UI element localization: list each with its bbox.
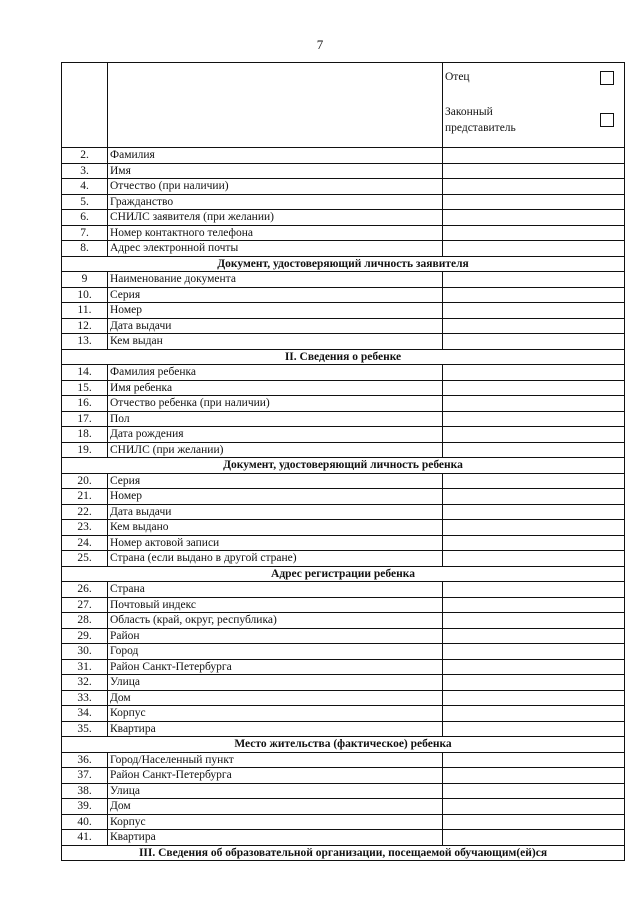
option-father[interactable]	[445, 70, 622, 86]
row-number: 35.	[62, 721, 108, 737]
form-row	[62, 644, 625, 660]
form-row	[62, 659, 625, 675]
row-number: 10.	[62, 287, 108, 303]
row-label: Улица	[108, 675, 443, 691]
row-value-field[interactable]	[443, 768, 625, 784]
row-label: Гражданство	[108, 194, 443, 210]
row-value-field[interactable]	[443, 473, 625, 489]
row-label: Корпус	[108, 814, 443, 830]
row-number: 2.	[62, 148, 108, 164]
row-value-field[interactable]	[443, 411, 625, 427]
form-body	[62, 63, 625, 861]
form-row	[62, 163, 625, 179]
section-header-row	[62, 256, 625, 272]
row-value-field[interactable]	[443, 334, 625, 350]
row-label: Номер	[108, 303, 443, 319]
form-row	[62, 427, 625, 443]
form-row	[62, 721, 625, 737]
row-number: 41.	[62, 830, 108, 846]
row-number: 26.	[62, 582, 108, 598]
row-value-field[interactable]	[443, 210, 625, 226]
row-number: 8.	[62, 241, 108, 257]
row-number: 34.	[62, 706, 108, 722]
row-label: Дом	[108, 799, 443, 815]
row-label: Номер контактного телефона	[108, 225, 443, 241]
applicant-type-cell	[443, 63, 625, 148]
option-legal-label-line2: представитель	[445, 122, 516, 134]
row-label: Отчество ребенка (при наличии)	[108, 396, 443, 412]
form-row	[62, 675, 625, 691]
row-label: СНИЛС (при желании)	[108, 442, 443, 458]
form-row	[62, 551, 625, 567]
form-row	[62, 520, 625, 536]
row-number: 6.	[62, 210, 108, 226]
section-title: Документ, удостоверяющий личность заявителя	[62, 256, 625, 272]
form-row	[62, 582, 625, 598]
row-label: Фамилия ребенка	[108, 365, 443, 381]
row-number: 24.	[62, 535, 108, 551]
row-label: Квартира	[108, 830, 443, 846]
row-number: 38.	[62, 783, 108, 799]
form-row	[62, 783, 625, 799]
form-row	[62, 597, 625, 613]
section-title: II. Сведения о ребенке	[62, 349, 625, 365]
row-value-field[interactable]	[443, 163, 625, 179]
form-row	[62, 628, 625, 644]
row-label: Дата выдачи	[108, 504, 443, 520]
form-row	[62, 334, 625, 350]
row-number: 16.	[62, 396, 108, 412]
row-value-field[interactable]	[443, 597, 625, 613]
section-title: III. Сведения об образовательной организации, посещаемой обучающим(ей)ся	[62, 845, 625, 861]
row-value-field[interactable]	[443, 365, 625, 381]
row-label: Отчество (при наличии)	[108, 179, 443, 195]
section-title: Адрес регистрации ребенка	[62, 566, 625, 582]
row-value-field[interactable]	[443, 396, 625, 412]
row-number: 13.	[62, 334, 108, 350]
row-number: 3.	[62, 163, 108, 179]
form-row	[62, 148, 625, 164]
form-row	[62, 210, 625, 226]
form-row	[62, 225, 625, 241]
row-value-field[interactable]	[443, 225, 625, 241]
form-row	[62, 287, 625, 303]
row-number: 28.	[62, 613, 108, 629]
row-value-field[interactable]	[443, 504, 625, 520]
section-title: Документ, удостоверяющий личность ребенка	[62, 458, 625, 474]
form-row	[62, 365, 625, 381]
row-value-field[interactable]	[443, 427, 625, 443]
row-label: Страна	[108, 582, 443, 598]
row-label: Дата рождения	[108, 427, 443, 443]
row-number: 5.	[62, 194, 108, 210]
form-row	[62, 690, 625, 706]
row-value-field[interactable]	[443, 675, 625, 691]
row-value-field[interactable]	[443, 582, 625, 598]
row-number: 4.	[62, 179, 108, 195]
section-header-row	[62, 566, 625, 582]
form-row	[62, 194, 625, 210]
row-value-field[interactable]	[443, 721, 625, 737]
row-value-field[interactable]	[443, 380, 625, 396]
form-row	[62, 179, 625, 195]
row-label: Серия	[108, 473, 443, 489]
option-legal-representative[interactable]	[445, 104, 622, 136]
row-label: Серия	[108, 287, 443, 303]
row-value-field[interactable]	[443, 318, 625, 334]
row-number: 27.	[62, 597, 108, 613]
form-row	[62, 241, 625, 257]
form-row	[62, 272, 625, 288]
form-row	[62, 706, 625, 722]
row-label: Страна (если выдано в другой стране)	[108, 551, 443, 567]
form-row	[62, 814, 625, 830]
row-number: 17.	[62, 411, 108, 427]
row-number: 14.	[62, 365, 108, 381]
row-label: Город/Населенный пункт	[108, 752, 443, 768]
row-label: Кем выдан	[108, 334, 443, 350]
row-label: Адрес электронной почты	[108, 241, 443, 257]
row-value-field[interactable]	[443, 442, 625, 458]
row-number: 15.	[62, 380, 108, 396]
row-value-field[interactable]	[443, 690, 625, 706]
row-number: 33.	[62, 690, 108, 706]
row-label: СНИЛС заявителя (при желании)	[108, 210, 443, 226]
row-value-field[interactable]	[443, 706, 625, 722]
row-number: 21.	[62, 489, 108, 505]
form-row	[62, 473, 625, 489]
row-label: Имя	[108, 163, 443, 179]
row-label: Почтовый индекс	[108, 597, 443, 613]
form-row	[62, 396, 625, 412]
row-number: 31.	[62, 659, 108, 675]
row-number: 29.	[62, 628, 108, 644]
row-value-field[interactable]	[443, 535, 625, 551]
section-header-row	[62, 349, 625, 365]
row-label: Номер актовой записи	[108, 535, 443, 551]
form-row	[62, 489, 625, 505]
row-label: Район Санкт-Петербурга	[108, 659, 443, 675]
row-number: 37.	[62, 768, 108, 784]
form-row	[62, 504, 625, 520]
row-value-field[interactable]	[443, 659, 625, 675]
row-number: 39.	[62, 799, 108, 815]
row-label: Имя ребенка	[108, 380, 443, 396]
row-number: 32.	[62, 675, 108, 691]
form-row	[62, 380, 625, 396]
row-label: Наименование документа	[108, 272, 443, 288]
row-label: Пол	[108, 411, 443, 427]
form-row	[62, 752, 625, 768]
row-label: Район Санкт-Петербурга	[108, 768, 443, 784]
row-value-field[interactable]	[443, 287, 625, 303]
row-number: 36.	[62, 752, 108, 768]
row-number: 40.	[62, 814, 108, 830]
row-value-field[interactable]	[443, 752, 625, 768]
row-value-field[interactable]	[443, 303, 625, 319]
form-row	[62, 768, 625, 784]
row-value-field[interactable]	[443, 551, 625, 567]
form-row	[62, 411, 625, 427]
page-number: 7	[316, 37, 324, 52]
form-row	[62, 799, 625, 815]
row-number: 11.	[62, 303, 108, 319]
row-label: Номер	[108, 489, 443, 505]
row-number: 18.	[62, 427, 108, 443]
row-label: Район	[108, 628, 443, 644]
row-label: Улица	[108, 783, 443, 799]
row-value-field[interactable]	[443, 799, 625, 815]
form-row	[62, 442, 625, 458]
row-label: Фамилия	[108, 148, 443, 164]
form-row	[62, 303, 625, 319]
form-row	[62, 830, 625, 846]
form-row	[62, 613, 625, 629]
row-value-field[interactable]	[443, 814, 625, 830]
row-value-field[interactable]	[443, 489, 625, 505]
option-father-label: Отец	[445, 71, 470, 83]
section-header-row	[62, 737, 625, 753]
row-number: 19.	[62, 442, 108, 458]
row-label: Город	[108, 644, 443, 660]
father-checkbox[interactable]	[600, 71, 614, 85]
row-number: 20.	[62, 473, 108, 489]
top-label-cell	[108, 63, 443, 148]
section-title: Место жительства (фактическое) ребенка	[62, 737, 625, 753]
row-label: Корпус	[108, 706, 443, 722]
row-number: 7.	[62, 225, 108, 241]
row-value-field[interactable]	[443, 628, 625, 644]
row-value-field[interactable]	[443, 783, 625, 799]
section-header-row	[62, 845, 625, 861]
option-legal-label-line1: Законный	[445, 106, 493, 118]
row-value-field[interactable]	[443, 194, 625, 210]
row-value-field[interactable]	[443, 148, 625, 164]
form-row	[62, 318, 625, 334]
row-number: 9	[62, 272, 108, 288]
row-value-field[interactable]	[443, 272, 625, 288]
row-number: 23.	[62, 520, 108, 536]
row-value-field[interactable]	[443, 179, 625, 195]
section-header-row	[62, 458, 625, 474]
row-number: 22.	[62, 504, 108, 520]
row-number: 30.	[62, 644, 108, 660]
row-value-field[interactable]	[443, 241, 625, 257]
row-value-field[interactable]	[443, 644, 625, 660]
row-number: 12.	[62, 318, 108, 334]
applicant-type-row	[62, 63, 625, 148]
row-value-field[interactable]	[443, 613, 625, 629]
row-label: Дом	[108, 690, 443, 706]
application-form-table	[61, 62, 625, 861]
top-num-cell	[62, 63, 108, 148]
form-row	[62, 535, 625, 551]
row-label: Область (край, округ, республика)	[108, 613, 443, 629]
row-label: Дата выдачи	[108, 318, 443, 334]
row-value-field[interactable]	[443, 830, 625, 846]
row-label: Кем выдано	[108, 520, 443, 536]
row-value-field[interactable]	[443, 520, 625, 536]
row-label: Квартира	[108, 721, 443, 737]
row-number: 25.	[62, 551, 108, 567]
legal-representative-checkbox[interactable]	[600, 113, 614, 127]
